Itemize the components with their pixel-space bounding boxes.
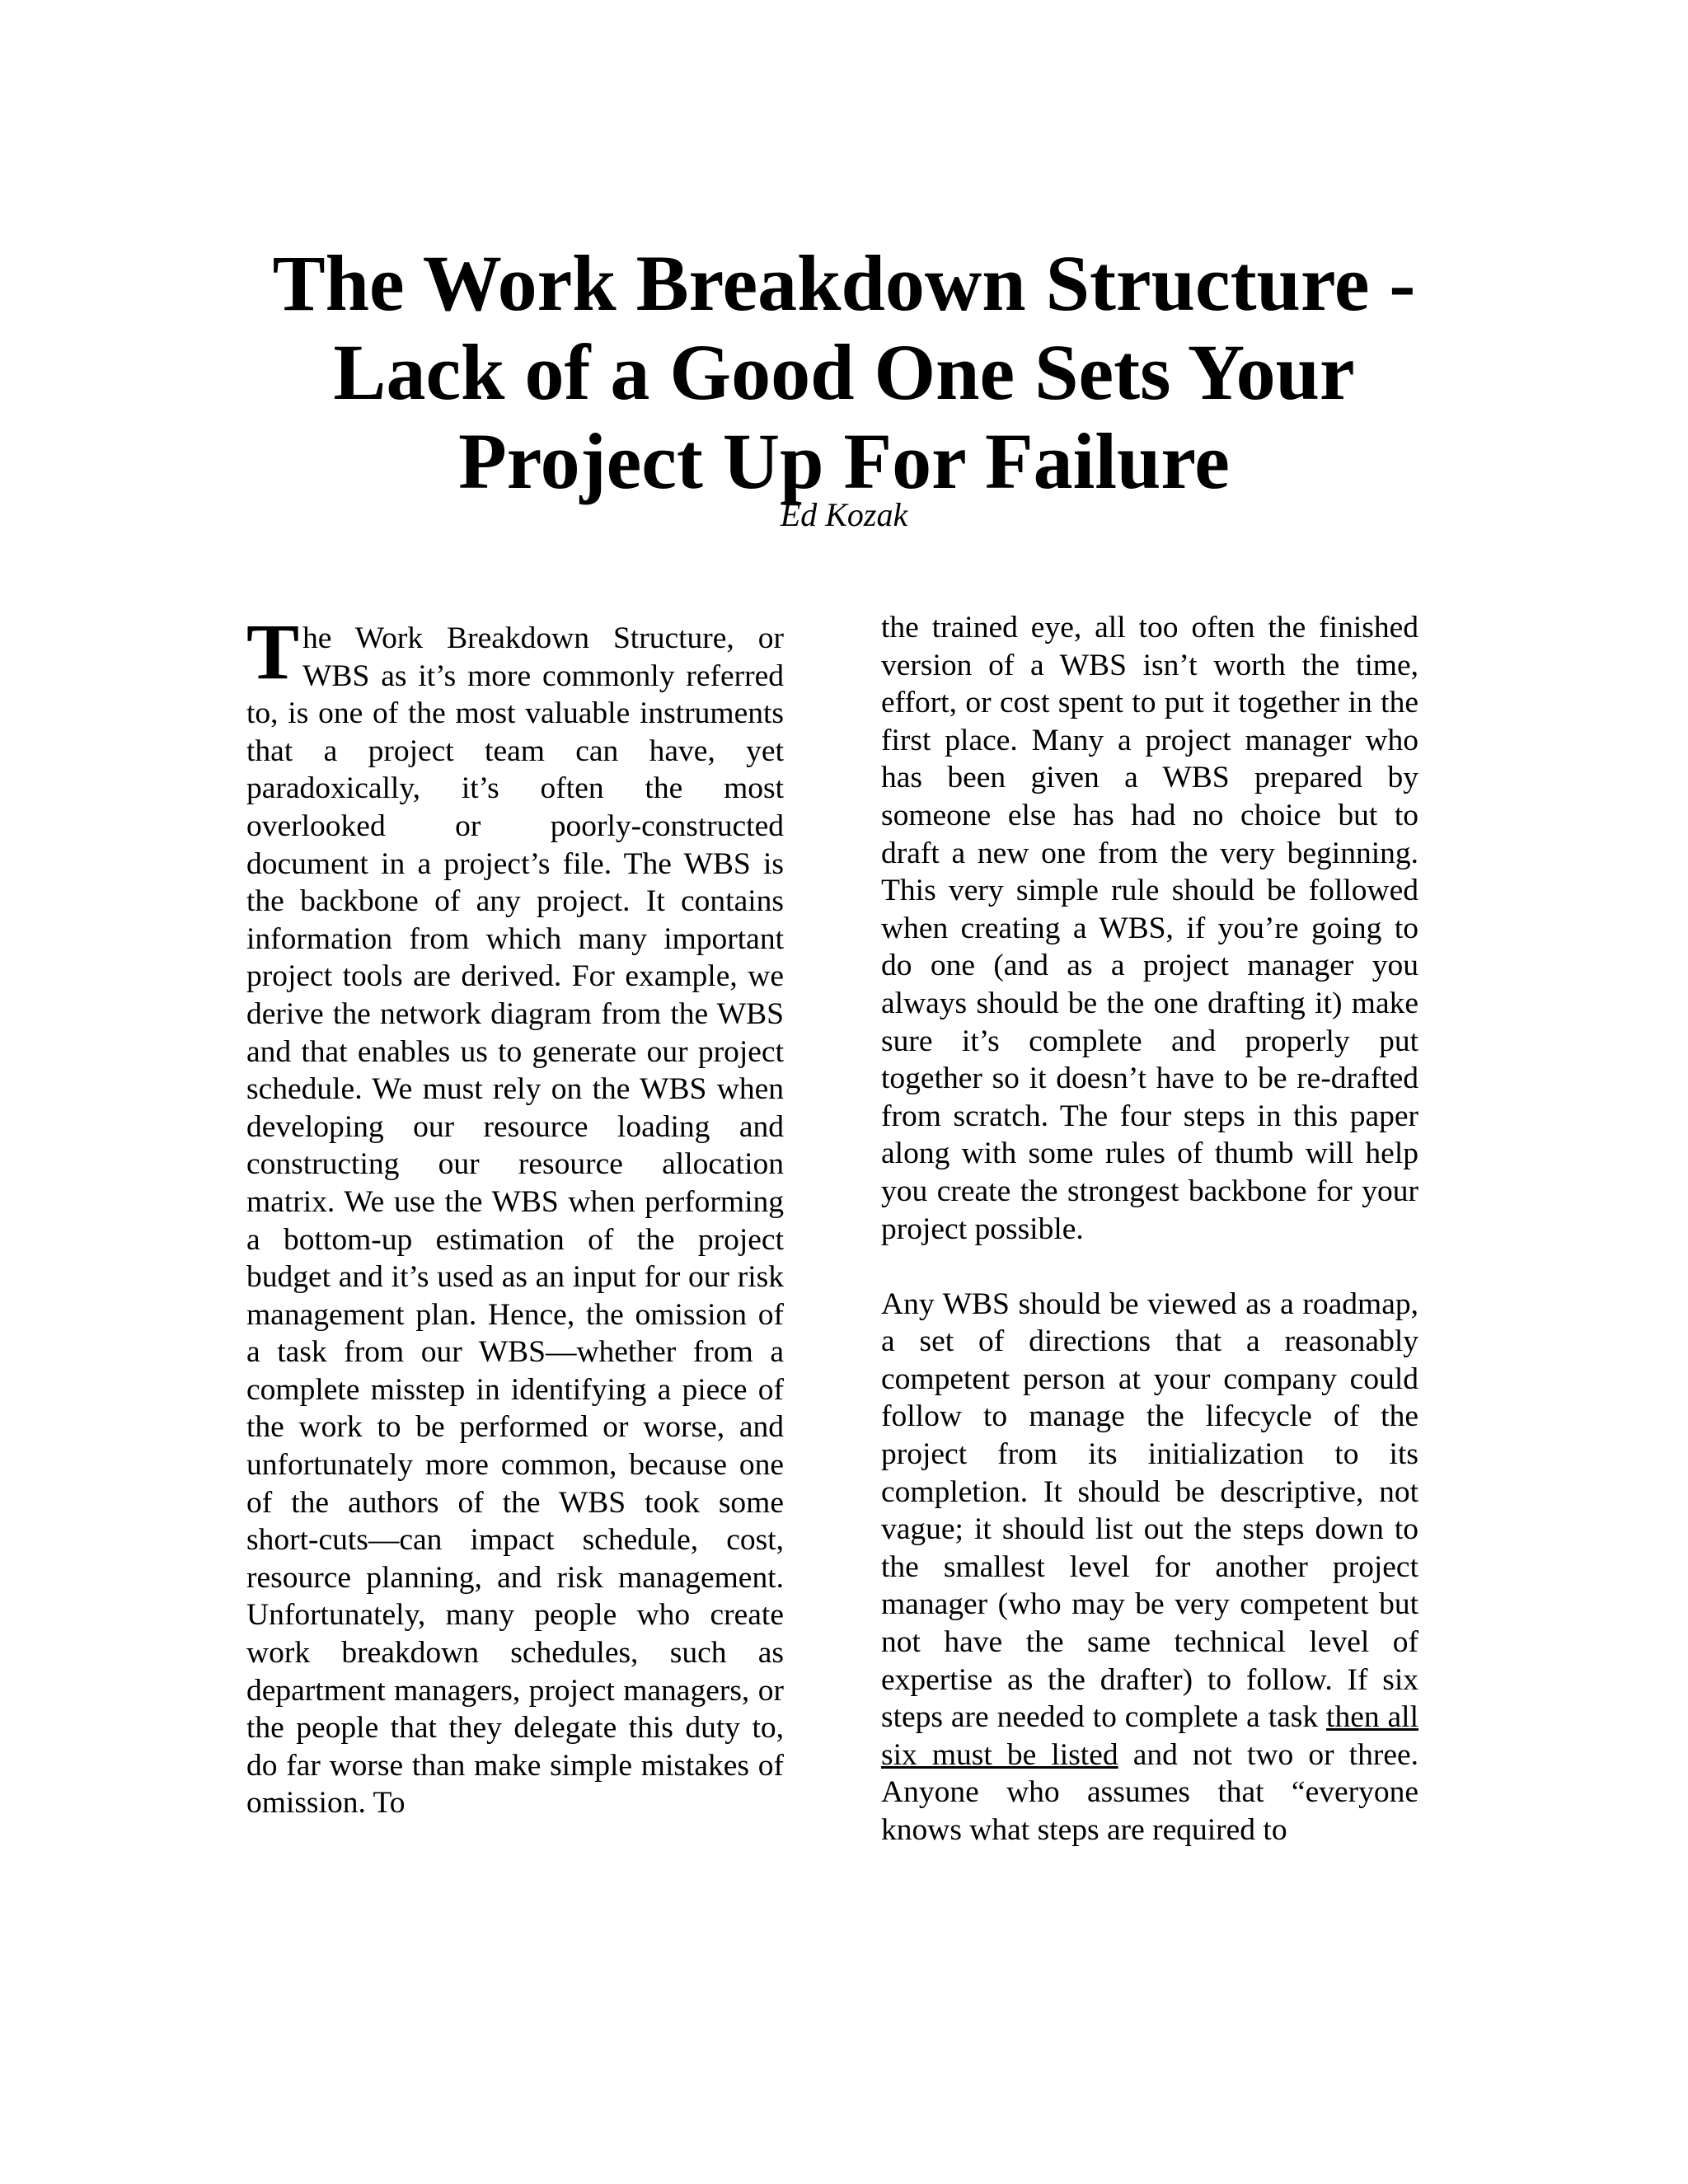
intro-paragraph [246, 607, 784, 1822]
drop-cap: T [246, 607, 300, 696]
roadmap-paragraph-end: and not two or three. Anyone who assumes that “everyone knows what steps are required to [881, 1737, 1418, 1847]
article-title [165, 239, 1523, 506]
underlined-emphasis: then all six must be listed [881, 1700, 1418, 1772]
author-byline: Ed Kozak [780, 496, 908, 533]
title-line-2: Lack of a Good One Sets Your [333, 328, 1355, 416]
intro-paragraph-text: he Work Breakdown Structure, or WBS as it’s more commonly referred to, is one of the most valuable instruments that a project team can have, yet paradoxically, it’s often the most overlooked or poorly-constructed document in a project’s file. The WBS is the backbone of any project. It contains information from which many important project tools are derived. For example, we derive the network diagram from the WBS and that enables us to generate our project schedule. We must rely on the WBS when developing our resource loading and constructing our resource allocation matrix. We use the WBS when performing a bottom-up estimation of the project budget and it’s used as an input for our risk management plan. Hence, the omission of a task from our WBS—whether from a complete misstep in identifying a piece of the work to be performed or worse, and unfortunately more common, because one of the authors of the WBS took some short-cuts—can impact schedule, cost, resource planning, and risk management. Unfortunately, many people who create work breakdown schedules, such as department managers, project managers, or the people that they delegate this duty to, do far worse than make simple mistakes of omission. To [246, 621, 784, 1821]
roadmap-paragraph-start: Any WBS should be viewed as a roadmap, a set of directions that a reasonably competent person at your company could follow to manage the lifecycle of the project from its initialization to its completion. It should be descriptive, not vague; it should list out the steps down to the smallest level for another project manager (who may be very competent but not have the same technical level of expertise as the drafter) to follow. If six steps are needed to complete a task [881, 1286, 1418, 1735]
roadmap-paragraph [881, 1286, 1418, 1849]
continued-paragraph: the trained eye, all too often the finished version of a WBS isn’t worth the time, effort, or cost spent to put it together in the first place. Many a project manager who has been given a WBS prepared by someone else has had no choice but to draft a new one from the very beginning. This very simple rule should be followed when creating a WBS, if you’re going to do one (and as a project manager you always should be the one drafting it) make sure it’s complete and properly put together so it doesn’t have to be re-drafted from scratch. The four steps in this paper along with some rules of thumb will help you create the strongest backbone for your project possible. [881, 611, 1418, 1246]
title-line-3: Project Up For Failure [458, 417, 1230, 505]
left-column [246, 607, 784, 1822]
right-column [881, 609, 1418, 1849]
title-line-1: The Work Breakdown Structure - [272, 239, 1416, 327]
